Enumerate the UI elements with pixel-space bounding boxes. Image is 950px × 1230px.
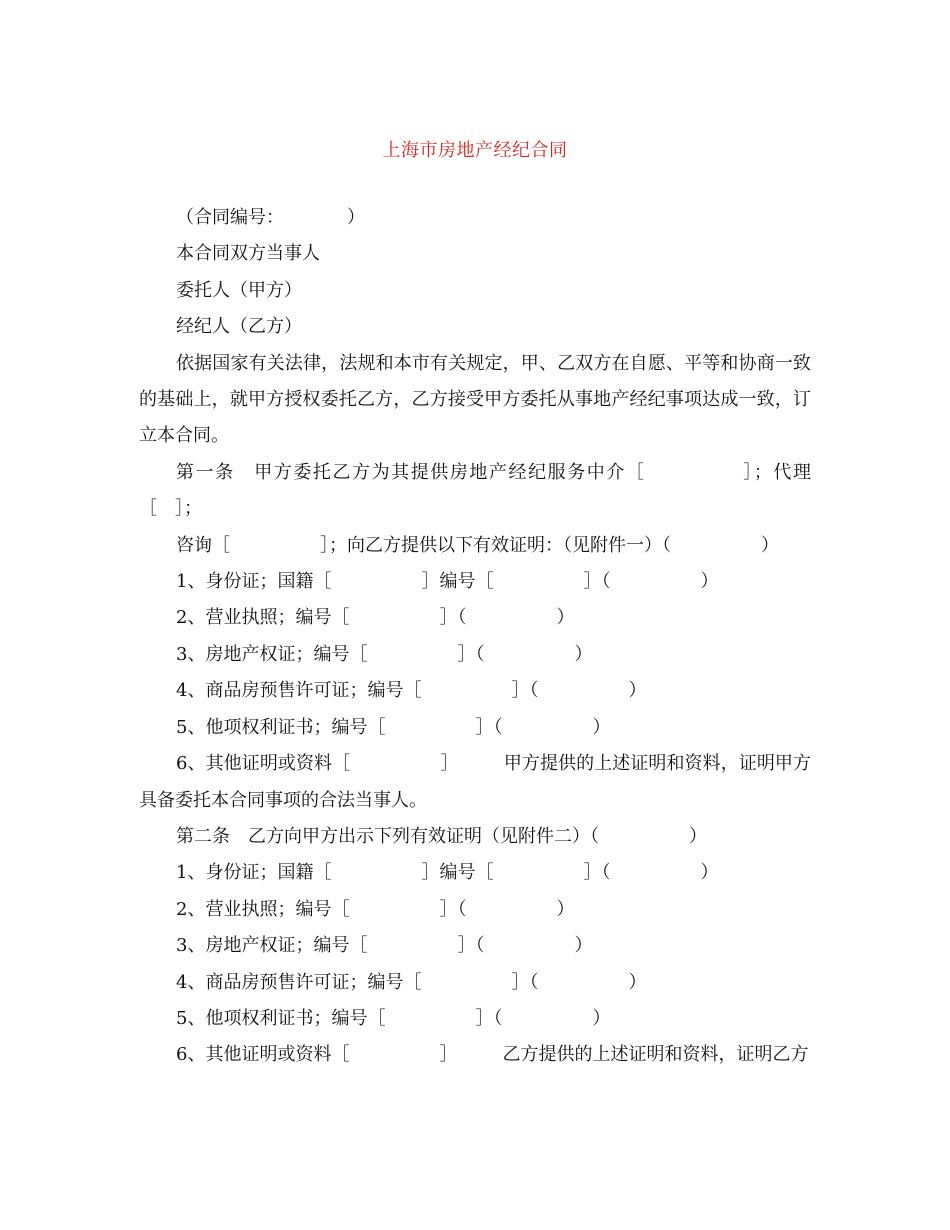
paragraph-article-1-consult: 咨询［ ］；向乙方提供以下有效证明：（见附件一）（ ） — [176, 534, 779, 556]
list-item: 3、房地产权证；编号［ ］（ ） — [176, 935, 593, 957]
list-item: 1、身份证；国籍［ ］编号［ ］（ ） — [176, 862, 719, 884]
document-body — [139, 200, 811, 1074]
list-item: 4、商品房预售许可证；编号［ ］（ ） — [176, 971, 647, 993]
list-item: 5、他项权利证书；编号［ ］（ ） — [176, 1007, 611, 1029]
list-item: 4、商品房预售许可证；编号［ ］（ ） — [176, 680, 647, 702]
paragraph-party-b: 经纪人（乙方） — [176, 316, 302, 338]
paragraph-article-2: 第二条 乙方向甲方出示下列有效证明（见附件二）（ ） — [176, 825, 707, 847]
list-item: 2、营业执照；编号［ ］（ ） — [176, 898, 575, 920]
paragraph-preamble: 依据国家有关法律，法规和本市有关规定，甲、乙双方在自愿、平等和协商一致的基础上，就甲方授权委托乙方，乙方接受甲方委托从事地产经纪事项达成一致，订立本合同。 — [139, 352, 811, 447]
list-item: 5、他项权利证书；编号［ ］（ ） — [176, 716, 611, 738]
list-item: 3、房地产权证；编号［ ］（ ） — [176, 643, 593, 665]
list-item: 2、营业执照；编号［ ］（ ） — [176, 607, 575, 629]
document-title: 上海市房地产经纪合同 — [382, 140, 568, 161]
list-item: 6、其他证明或资料［ ］ 乙方提供的上述证明和资料，证明乙方 — [176, 1044, 809, 1066]
paragraph-article-1: 第一条 甲方委托乙方为其提供房地产经纪服务中介［ ］；代理［ ］； — [139, 461, 811, 520]
paragraph-parties: 本合同双方当事人 — [176, 243, 320, 265]
paragraph-contract-number: （合同编号： ） — [176, 207, 365, 228]
paragraph-party-a: 委托人（甲方） — [176, 279, 302, 301]
list-item: 6、其他证明或资料［ ］ 甲方提供的上述证明和资料，证明甲方具备委托本合同事项的合法当事人。 — [139, 753, 811, 811]
list-item: 1、身份证；国籍［ ］编号［ ］（ ） — [176, 571, 719, 593]
